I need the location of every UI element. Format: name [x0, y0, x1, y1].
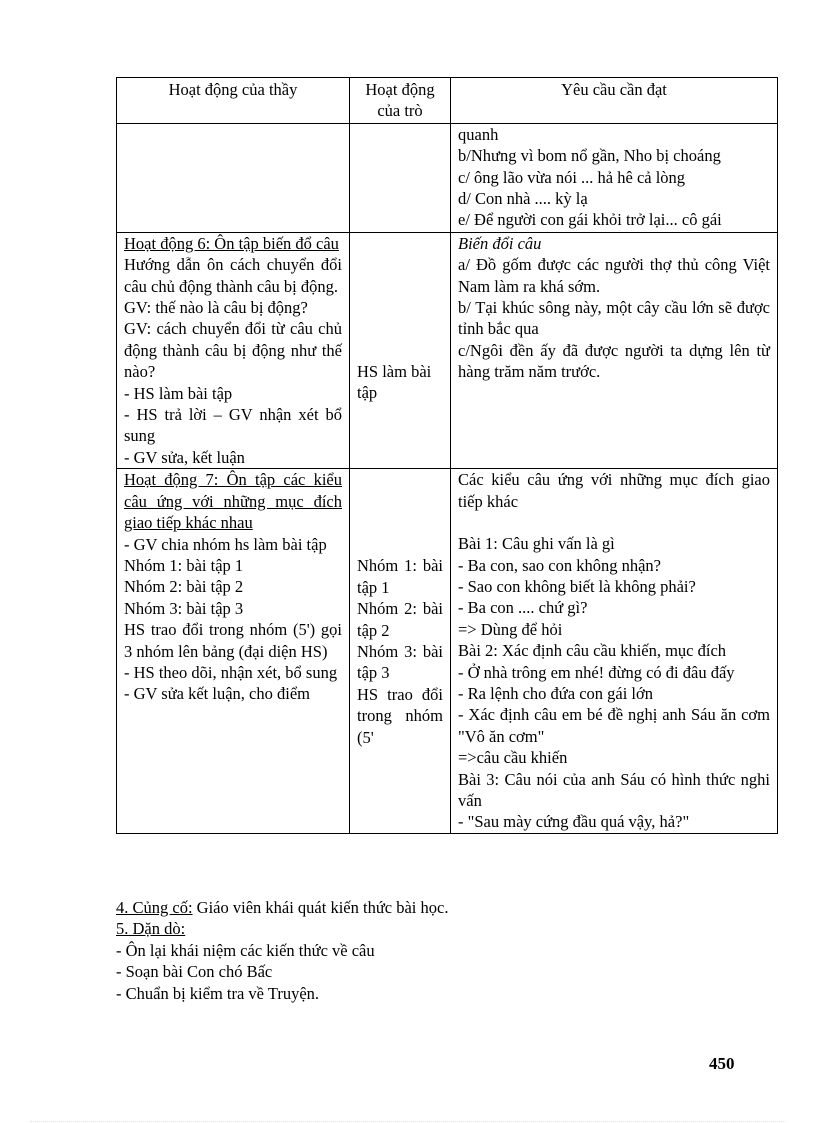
activity-6-title: Hoạt động 6: Ôn tập biến đổ câu — [124, 233, 339, 253]
activity-line: - GV chia nhóm hs làm bài tập — [124, 534, 327, 554]
requirement-line: - Ra lệnh cho đứa con gái lớn — [458, 683, 653, 703]
requirement-line: Bài 2: Xác định câu cầu khiến, mục đích — [458, 641, 727, 661]
activity-line: Nhóm 2: bài tập 2 — [124, 577, 244, 597]
requirement-line: - Ba con .... chứ gì? — [458, 598, 588, 618]
requirement-line: - "Sau mày cứng đầu quá vậy, hả?" — [458, 812, 690, 832]
row1-requirements-cell — [451, 123, 778, 232]
student-activity-text: HS làm bài tập — [357, 361, 432, 403]
activity-line: GV: thế nào là câu bị động? — [124, 298, 308, 318]
activity-line: - HS làm bài tập — [124, 383, 233, 403]
lesson-footer — [116, 897, 777, 1004]
activity-line: HS trao đổi trong nhóm (5') gọi 3 nhóm lên bảng (đại diện HS) — [124, 620, 342, 661]
activity-line: - HS trả lời – GV nhận xét bổ sung — [124, 405, 342, 446]
activity-7-title: Hoạt động 7: Ôn tập các kiểu câu ứng với những mục đích giao tiếp khác nhau — [124, 470, 342, 533]
activity-line: - GV sửa kết luận, cho điểm — [124, 684, 310, 704]
activity-line: - GV sửa, kết luận — [124, 447, 245, 467]
activity-line: Nhóm 3: bài tập 3 — [124, 598, 244, 618]
header-teacher-activity: Hoạt động của thầy — [117, 78, 350, 124]
row2-teacher-cell — [117, 232, 350, 468]
row1-req-line: b/Nhưng vì bom nổ gần, Nho bị choáng — [458, 146, 721, 166]
table-row — [117, 469, 778, 834]
requirement-line: - Sao con không biết là không phải? — [458, 576, 696, 596]
activity-line: - HS theo dõi, nhận xét, bổ sung — [124, 662, 338, 682]
requirement-line: - Ba con, sao con không nhận? — [458, 555, 661, 575]
table-header-row — [117, 78, 778, 124]
row3-teacher-cell — [117, 469, 350, 834]
page-bottom-divider — [30, 1121, 786, 1122]
row3-student-cell — [350, 469, 451, 834]
homework-item: - Soạn bài Con chó Bấc — [116, 962, 273, 982]
student-activity-line: HS trao đổi trong nhóm (5' — [357, 684, 443, 747]
requirement-line: - Xác định câu em bé đề nghị anh Sáu ăn cơm "Vô ăn cơm" — [458, 705, 770, 746]
row2-requirements-cell — [451, 232, 778, 468]
student-activity-line: Nhóm 2: bài tập 2 — [357, 599, 443, 640]
requirement-line: Bài 3: Câu nói của anh Sáu có hình thức nghi vấn — [458, 769, 770, 810]
row1-teacher-cell — [117, 123, 350, 232]
homework-label: 5. Dặn dò: — [116, 919, 186, 939]
requirement-line: =>câu cầu khiến — [458, 748, 568, 768]
requirement-intro: Các kiểu câu ứng với những mục đích giao tiếp khác — [458, 470, 770, 511]
row3-requirements-cell — [451, 469, 778, 834]
requirement-line: c/Ngôi đền ấy đã được người ta dựng lên từ hàng trăm năm trước. — [458, 340, 770, 382]
activity-line: Nhóm 1: bài tập 1 — [124, 555, 244, 575]
requirement-line: Bài 1: Câu ghi vấn là gì — [458, 534, 615, 554]
requirement-line: - Ở nhà trông em nhé! đừng có đi đâu đấy — [458, 662, 735, 682]
lesson-table — [116, 77, 778, 834]
table-row — [117, 123, 778, 232]
row1-req-line: e/ Để người con gái khỏi trở lại... cô gái — [458, 210, 722, 230]
page-number: 450 — [709, 1054, 735, 1073]
consolidate-label: 4. Củng cố: — [116, 898, 193, 917]
header-student-activity: Hoạt động của trò — [350, 78, 451, 124]
homework-item: - Ôn lại khái niệm các kiến thức về câu — [116, 940, 375, 960]
activity-line: GV: cách chuyển đổi từ câu chủ động thành câu bị động như thế nào? — [124, 319, 342, 382]
row1-req-line: d/ Con nhà .... kỳ lạ — [458, 189, 588, 209]
row1-req-line: quanh — [458, 124, 499, 144]
consolidate-text: Giáo viên khái quát kiến thức bài học. — [192, 898, 449, 917]
requirement-title: Biến đổi câu — [458, 233, 542, 253]
student-activity-line: Nhóm 3: bài tập 3 — [357, 641, 443, 683]
homework-item: - Chuẩn bị kiểm tra về Truyện. — [116, 983, 320, 1003]
consolidate-section — [116, 897, 777, 918]
row1-student-cell — [350, 123, 451, 232]
activity-line: Hướng dẫn ôn cách chuyển đổi câu chủ động thành câu bị động. — [124, 255, 342, 296]
requirement-line: => Dùng để hỏi — [458, 619, 563, 639]
student-activity-line: Nhóm 1: bài tập 1 — [357, 556, 443, 597]
header-requirements: Yêu cầu cần đạt — [451, 78, 778, 124]
row2-student-cell — [350, 232, 451, 468]
row1-req-line: c/ ông lão vừa nói ... hả hê cả lòng — [458, 167, 686, 187]
requirement-line: a/ Đồ gốm được các người thợ thủ công Việt Nam làm ra khá sớm. — [458, 255, 770, 296]
requirement-line: b/ Tại khúc sông này, một cây cầu lớn sẽ được tỉnh bắc qua — [458, 298, 770, 339]
table-row — [117, 232, 778, 468]
